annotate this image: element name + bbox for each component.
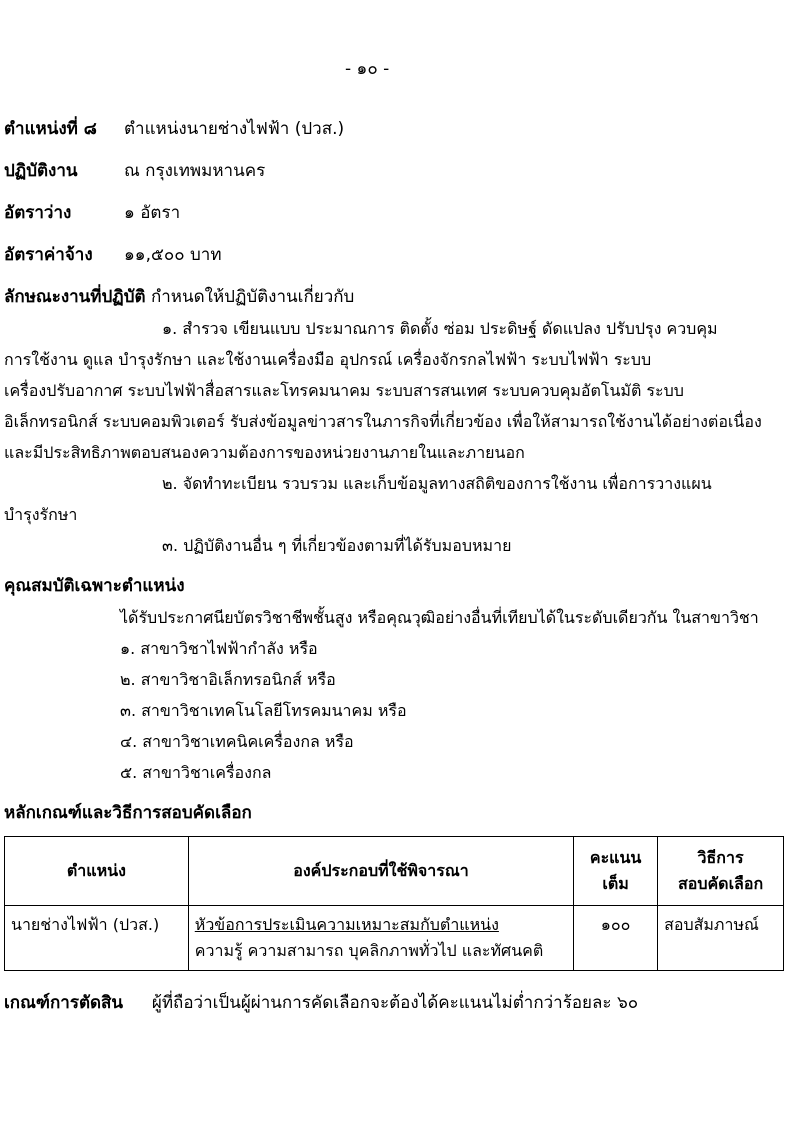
qualification-item: ๔. สาขาวิชาเทคนิคเครื่องกล หรือ xyxy=(120,732,354,751)
qualifications-intro: ได้รับประกาศนียบัตรวิชาชีพชั้นสูง หรือคุณวุฒิอย่างอื่นที่เทียบได้ในระดับเดียวกัน ในสาขาวิชา xyxy=(120,608,759,627)
position-label: ตำแหน่งที่ ๘ xyxy=(4,119,97,139)
duty-2-line-1: ๒. จัดทำทะเบียน รวบรวม และเก็บข้อมูลทางสถิติของการใช้งาน เพื่อการวางแผน xyxy=(162,474,712,493)
qualification-item: ๓. สาขาวิชาเทคโนโลยีโทรคมนาคม หรือ xyxy=(120,701,407,720)
header-method xyxy=(658,837,784,906)
decision-line xyxy=(4,992,638,1014)
salary-label: อัตราค่าจ้าง xyxy=(4,245,93,265)
qualification-item: ๕. สาขาวิชาเครื่องกล xyxy=(120,763,272,782)
header-score xyxy=(574,837,658,906)
row-method: สอบสัมภาษณ์ xyxy=(658,906,784,971)
duty-3: ๓. ปฏิบัติงานอื่น ๆ ที่เกี่ยวข้องตามที่ได้รับมอบหมาย xyxy=(162,536,512,555)
work-location-value: ณ กรุงเทพมหานคร xyxy=(124,161,266,181)
duties-heading-line xyxy=(4,286,354,308)
selection-heading: หลักเกณฑ์และวิธีการสอบคัดเลือก xyxy=(4,803,252,823)
selection-table xyxy=(4,836,784,971)
duty-1-line-5: และมีประสิทธิภาพตอบสนองความต้องการของหน่วยงานภายในและภายนอก xyxy=(4,443,525,462)
component-title: หัวข้อการประเมินความเหมาะสมกับตำแหน่ง xyxy=(194,915,499,934)
row-position: นายช่างไฟฟ้า (ปวส.) xyxy=(5,906,189,971)
header-method-line2: สอบคัดเลือก xyxy=(677,874,764,893)
position-value: ตำแหน่งนายช่างไฟฟ้า (ปวส.) xyxy=(124,119,345,139)
duty-2-line-2: บำรุงรักษา xyxy=(4,505,78,524)
header-position: ตำแหน่ง xyxy=(5,837,189,906)
page-number: - ๑๐ - xyxy=(345,59,390,79)
vacancies-value: ๑ อัตรา xyxy=(124,203,181,223)
salary-value: ๑๑,๕๐๐ บาท xyxy=(124,245,222,265)
table-row xyxy=(5,906,784,971)
decision-text: ผู้ที่ถือว่าเป็นผู้ผ่านการคัดเลือกจะต้องได้คะแนนไม่ต่ำกว่าร้อยละ ๖๐ xyxy=(151,993,639,1013)
qualification-item: ๑. สาขาวิชาไฟฟ้ากำลัง หรือ xyxy=(120,639,318,658)
header-score-line1: คะแนน xyxy=(589,848,642,867)
decision-label: เกณฑ์การตัดสิน xyxy=(4,993,124,1013)
duties-intro: กำหนดให้ปฏิบัติงานเกี่ยวกับ xyxy=(150,287,355,307)
duty-1-line-4: อิเล็กทรอนิกส์ ระบบคอมพิวเตอร์ รับส่งข้อมูลข่าวสารในภารกิจที่เกี่ยวข้อง เพื่อให้สามารถใช้งานได้อย่างต่อเนื่อง xyxy=(4,412,762,431)
table-header-row xyxy=(5,837,784,906)
vacancies-label: อัตราว่าง xyxy=(4,203,72,223)
duty-1-line-3: เครื่องปรับอากาศ ระบบไฟฟ้าสื่อสารและโทรคมนาคม ระบบสารสนเทศ ระบบควบคุมอัตโนมัติ ระบบ xyxy=(4,381,684,400)
row-components xyxy=(188,906,573,971)
row-score: ๑๐๐ xyxy=(574,906,658,971)
header-method-line1: วิธีการ xyxy=(697,848,744,867)
duty-1-line-2: การใช้งาน ดูแล บำรุงรักษา และใช้งานเครื่องมือ อุปกรณ์ เครื่องจักรกลไฟฟ้า ระบบไฟฟ้า ระบบ xyxy=(4,350,652,369)
component-detail: ความรู้ ความสามารถ บุคลิกภาพทั่วไป และทัศนคติ xyxy=(194,941,544,960)
duty-1-line-1: ๑. สำรวจ เขียนแบบ ประมาณการ ติดตั้ง ซ่อม ประดิษฐ์ ดัดแปลง ปรับปรุง ควบคุม xyxy=(162,319,718,338)
qualification-item: ๒. สาขาวิชาอิเล็กทรอนิกส์ หรือ xyxy=(120,670,336,689)
duties-heading: ลักษณะงานที่ปฏิบัติ xyxy=(4,287,146,307)
qualifications-heading: คุณสมบัติเฉพาะตำแหน่ง xyxy=(4,576,185,596)
work-location-label: ปฏิบัติงาน xyxy=(4,161,78,181)
header-components: องค์ประกอบที่ใช้พิจารณา xyxy=(188,837,573,906)
header-score-line2: เต็ม xyxy=(602,874,629,893)
